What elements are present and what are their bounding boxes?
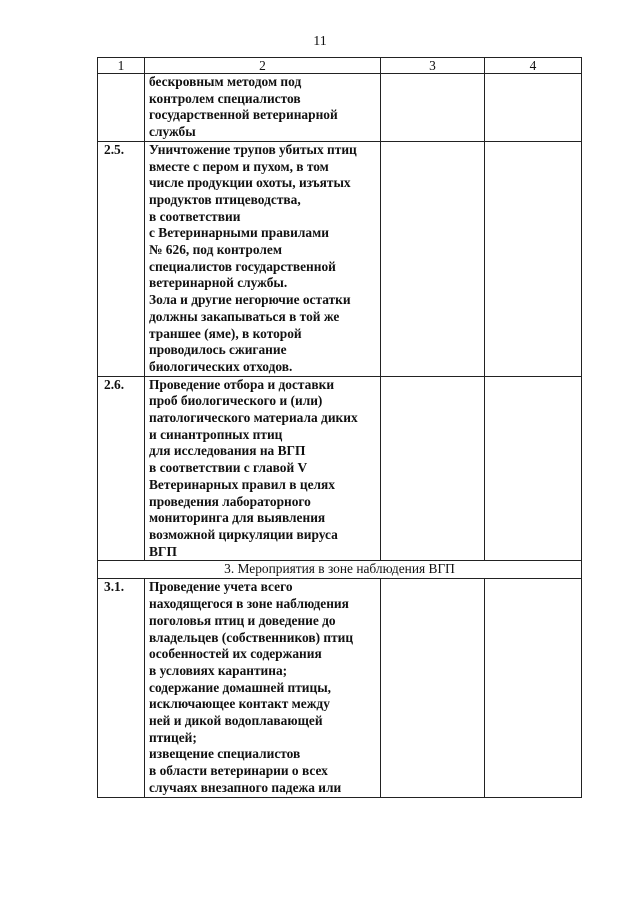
column-header-4: 4 — [485, 58, 582, 74]
row-number-cell: 3.1. — [98, 579, 145, 797]
empty-cell — [485, 579, 582, 797]
table-header-row — [98, 58, 582, 74]
column-header-3: 3 — [381, 58, 485, 74]
column-header-1: 1 — [98, 58, 145, 74]
row-number-cell — [98, 74, 145, 142]
row-number-cell: 2.6. — [98, 376, 145, 561]
column-header-2: 2 — [145, 58, 381, 74]
empty-cell — [485, 376, 582, 561]
section-title: 3. Мероприятия в зоне наблюдения ВГП — [98, 561, 582, 579]
measures-table — [97, 57, 582, 798]
measure-text-cell: Уничтожение трупов убитых птиц вместе с пером и пухом, в том числе продукции охоты, изъятых продуктов птицеводства, в соответствии с Ветеринарными правилами № 626, под контролем специалистов государственной ветеринарной службы. Зола и другие негорючие остатки должны закапываться в той же траншее (яме), в которой проводилось сжигание биологических отходов. — [145, 141, 381, 376]
section-heading-row — [98, 561, 582, 579]
empty-cell — [381, 141, 485, 376]
measure-text-cell: бескровным методом под контролем специалистов государственной ветеринарной службы — [145, 74, 381, 142]
table-row — [98, 141, 582, 376]
empty-cell — [381, 376, 485, 561]
table-row — [98, 74, 582, 142]
measure-text-cell: Проведение учета всего находящегося в зоне наблюдения поголовья птиц и доведение до владельцев (собственников) птиц особенностей их содержания в условиях карантина; содержание домашней птицы, исключающее контакт между ней и дикой водоплавающей птицей; извещение специалистов в области ветеринарии о всех случаях внезапного падежа или — [145, 579, 381, 797]
empty-cell — [381, 579, 485, 797]
page-number: 11 — [313, 34, 327, 49]
table-row — [98, 579, 582, 797]
table-row — [98, 376, 582, 561]
empty-cell — [485, 74, 582, 142]
measure-text-cell: Проведение отбора и доставки проб биологического и (или) патологического материала диких и синантропных птиц для исследования на ВГП в соответствии с главой V Ветеринарных правил в целях проведения лабораторного мониторинга для выявления возможной циркуляции вируса ВГП — [145, 376, 381, 561]
empty-cell — [381, 74, 485, 142]
empty-cell — [485, 141, 582, 376]
row-number-cell: 2.5. — [98, 141, 145, 376]
